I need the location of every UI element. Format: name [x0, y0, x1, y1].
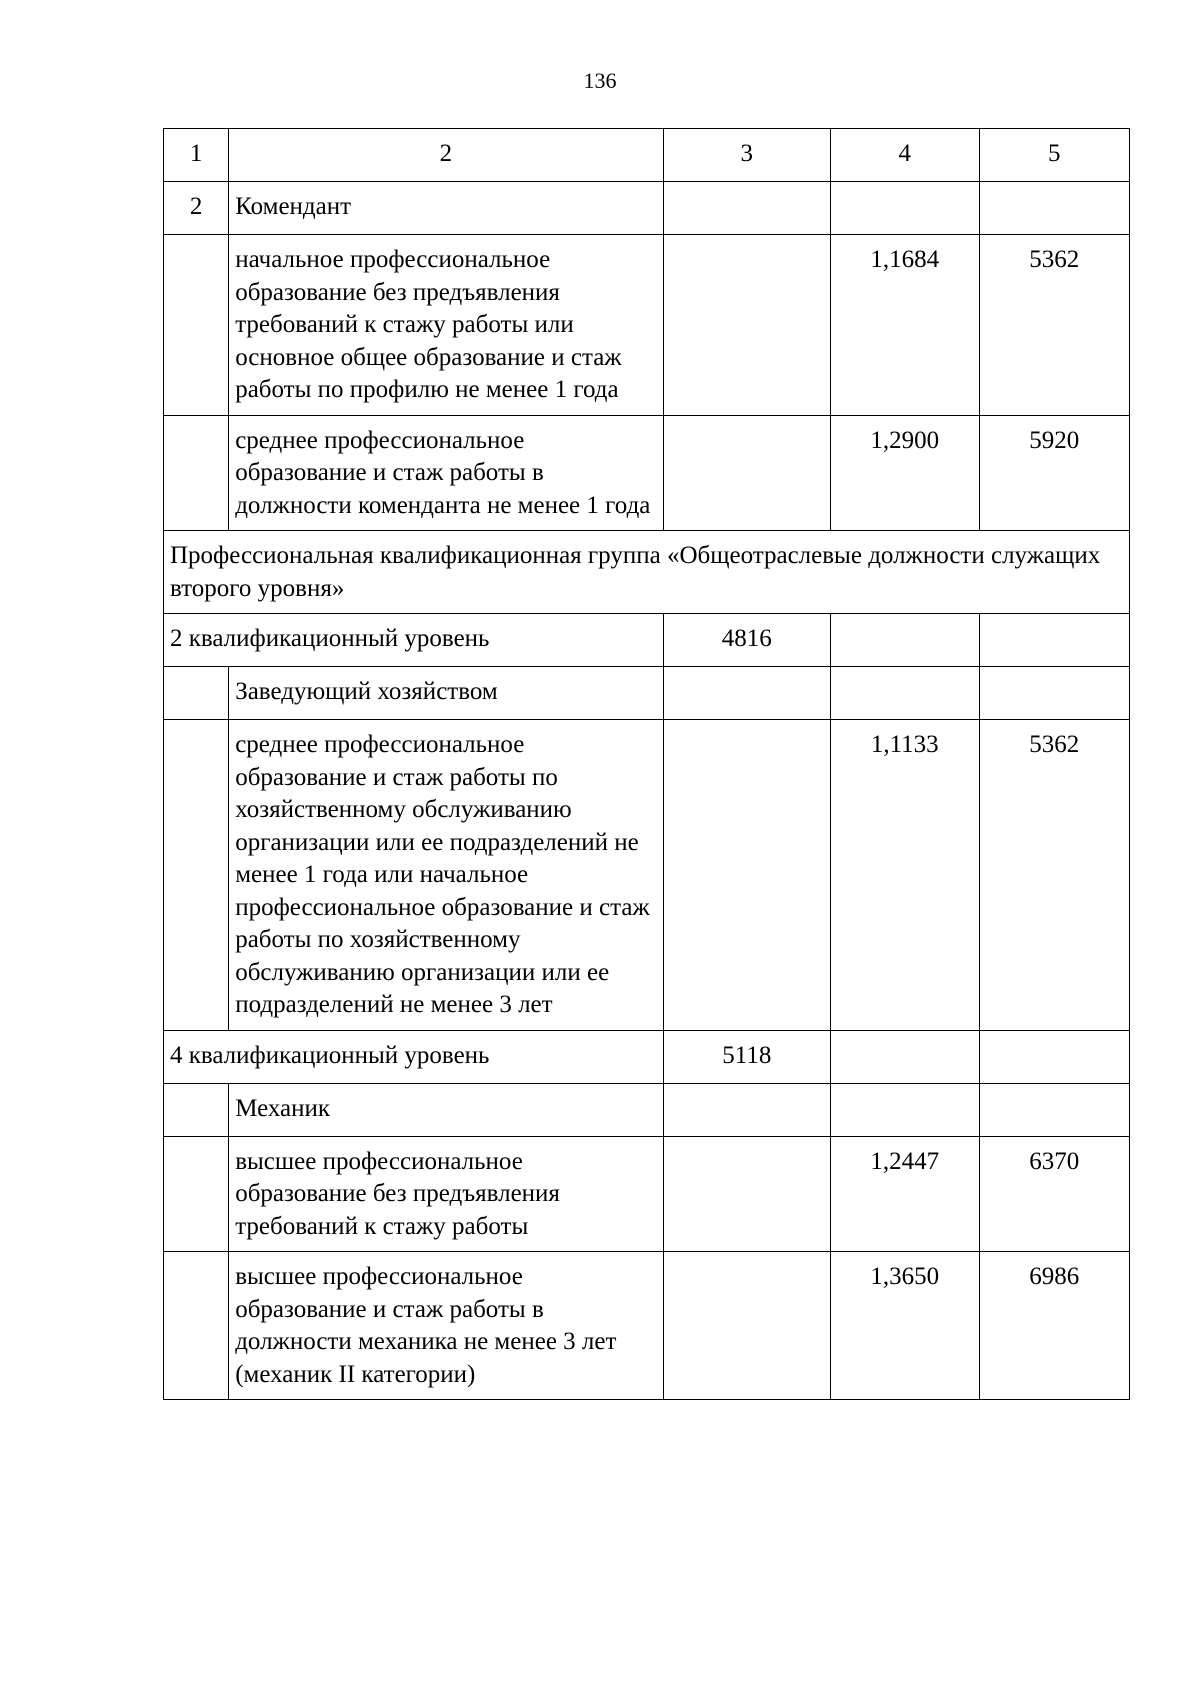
salary-cell: 5362 — [979, 235, 1130, 416]
table-row — [164, 1252, 1130, 1400]
requirement-cell: среднее профессиональное образование и стаж работы в должности коменданта не менее 1 года — [229, 415, 663, 531]
row-number-cell: 2 — [164, 182, 229, 235]
salary-table — [163, 128, 1130, 1400]
position-cell: Заведующий хозяйством — [229, 667, 663, 720]
table-row — [164, 182, 1130, 235]
base-salary-cell — [663, 1252, 831, 1400]
coefficient-cell — [831, 1030, 979, 1083]
row-number-cell — [164, 1136, 229, 1252]
table-row — [164, 415, 1130, 531]
salary-cell — [979, 1030, 1130, 1083]
coefficient-cell: 1,2900 — [831, 415, 979, 531]
base-salary-cell — [663, 720, 831, 1031]
base-salary-cell — [663, 235, 831, 416]
salary-cell: 6370 — [979, 1136, 1130, 1252]
table-row — [164, 235, 1130, 416]
table-row — [164, 667, 1130, 720]
table-header-row — [164, 129, 1130, 182]
page-number: 136 — [583, 68, 617, 93]
position-cell: Механик — [229, 1083, 663, 1136]
coefficient-cell: 1,3650 — [831, 1252, 979, 1400]
row-number-cell — [164, 667, 229, 720]
qualification-level-cell: 2 квалификационный уровень — [164, 614, 664, 667]
salary-cell — [979, 182, 1130, 235]
base-salary-cell — [663, 1136, 831, 1252]
column-header: 1 — [164, 129, 229, 182]
qualification-level-cell: 4 квалификационный уровень — [164, 1030, 664, 1083]
column-header: 2 — [229, 129, 663, 182]
base-salary-cell: 4816 — [663, 614, 831, 667]
level-row — [164, 614, 1130, 667]
row-number-cell — [164, 415, 229, 531]
salary-cell: 5362 — [979, 720, 1130, 1031]
table-row — [164, 1136, 1130, 1252]
coefficient-cell — [831, 182, 979, 235]
base-salary-cell — [663, 415, 831, 531]
base-salary-cell: 5118 — [663, 1030, 831, 1083]
table-row — [164, 720, 1130, 1031]
salary-cell — [979, 667, 1130, 720]
coefficient-cell: 1,2447 — [831, 1136, 979, 1252]
salary-cell — [979, 1083, 1130, 1136]
row-number-cell — [164, 235, 229, 416]
requirement-cell: высшее профессиональное образование без предъявления требований к стажу работы — [229, 1136, 663, 1252]
coefficient-cell: 1,1684 — [831, 235, 979, 416]
column-header: 4 — [831, 129, 979, 182]
base-salary-cell — [663, 182, 831, 235]
coefficient-cell — [831, 614, 979, 667]
row-number-cell — [164, 1083, 229, 1136]
row-number-cell — [164, 1252, 229, 1400]
position-cell: Комендант — [229, 182, 663, 235]
row-number-cell — [164, 720, 229, 1031]
requirement-cell: высшее профессиональное образование и стаж работы в должности механика не менее 3 лет (механик II категории) — [229, 1252, 663, 1400]
table-row — [164, 1083, 1130, 1136]
coefficient-cell — [831, 667, 979, 720]
column-header: 3 — [663, 129, 831, 182]
base-salary-cell — [663, 667, 831, 720]
salary-cell — [979, 614, 1130, 667]
qualification-group-cell: Профессиональная квалификационная группа «Общеотраслевые должности служащих второго уровня» — [164, 531, 1130, 614]
level-row — [164, 1030, 1130, 1083]
requirement-cell: среднее профессиональное образование и стаж работы по хозяйственному обслуживанию организации или ее подразделений не менее 1 года или начальное профессиональное образование и стаж работы по хозяйственному обслуживанию организации или ее подразделений не менее 3 лет — [229, 720, 663, 1031]
requirement-cell: начальное профессиональное образование без предъявления требований к стажу работы или основное общее образование и стаж работы по профилю не менее 1 года — [229, 235, 663, 416]
coefficient-cell: 1,1133 — [831, 720, 979, 1031]
column-header: 5 — [979, 129, 1130, 182]
salary-cell: 6986 — [979, 1252, 1130, 1400]
coefficient-cell — [831, 1083, 979, 1136]
base-salary-cell — [663, 1083, 831, 1136]
salary-cell: 5920 — [979, 415, 1130, 531]
group-row — [164, 531, 1130, 614]
